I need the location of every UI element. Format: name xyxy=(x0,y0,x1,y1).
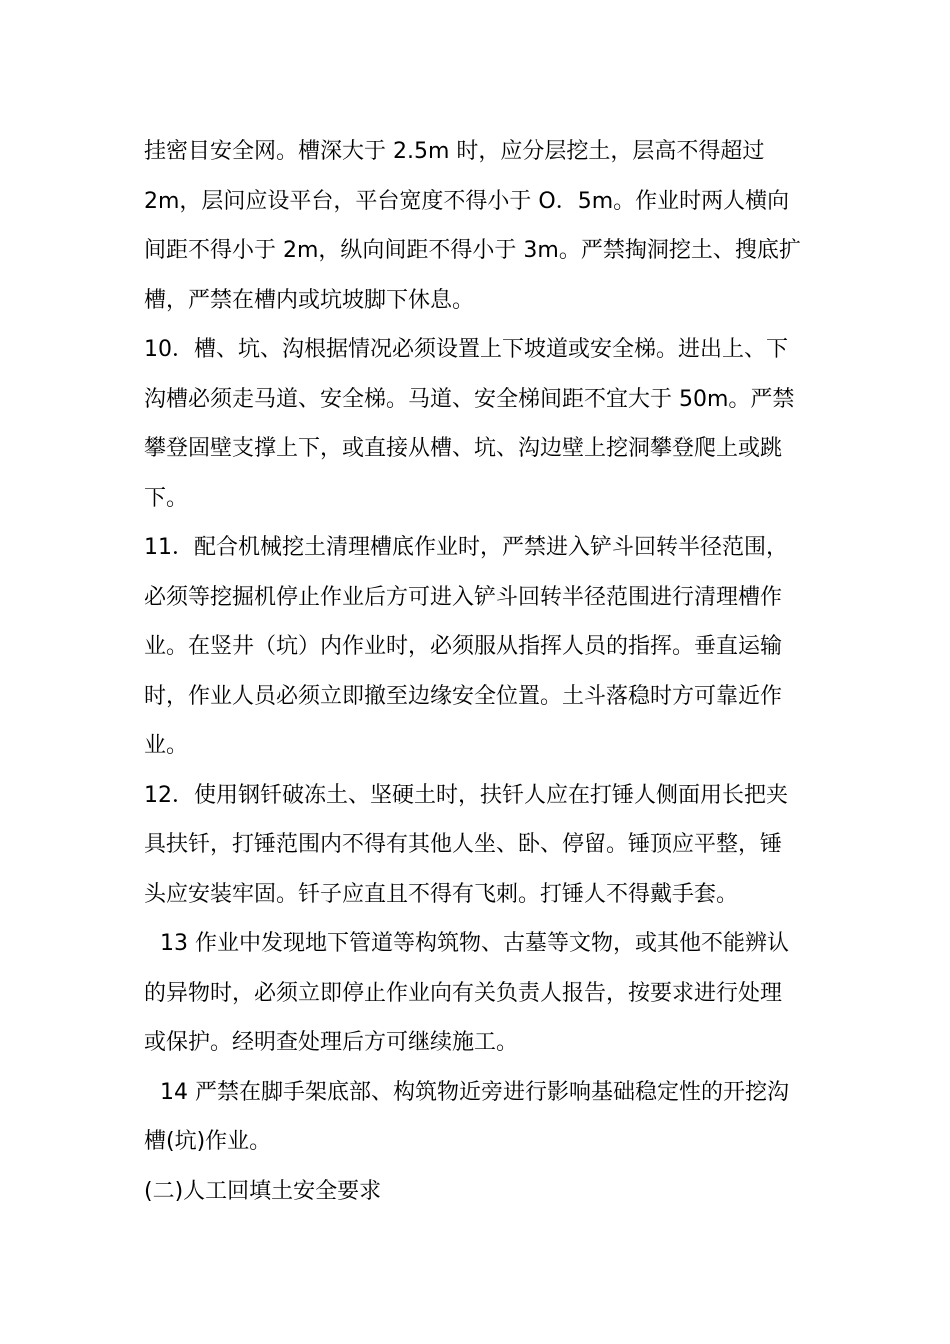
text-line: 挂密目安全网。槽深大于 2.5m 时，应分层挖土，层高不得超过 xyxy=(144,139,765,164)
text-line: 的异物时，必须立即停止作业向有关负责人报告，按要求进行处理 xyxy=(144,980,783,1006)
text-line: 10．槽、坑、沟根据情况必须设置上下坡道或安全梯。进出上、下 xyxy=(144,337,788,362)
text-line: 必须等挖掘机停止作业后方可进入铲斗回转半径范围进行清理槽作 xyxy=(144,584,783,610)
text-line: 业。 xyxy=(144,733,189,758)
paragraph-item-11 xyxy=(144,523,812,771)
paragraph-item-13 xyxy=(144,919,812,1068)
paragraph-item-10 xyxy=(144,325,812,523)
section-heading xyxy=(144,1167,812,1217)
text-line: 或保护。经明查处理后方可继续施工。 xyxy=(144,1030,519,1055)
text-line: 具扶钎，打锤范围内不得有其他人坐、卧、停留。锤顶应平整，锤 xyxy=(144,832,783,857)
text-line: 攀登固壁支撑上下，或直接从槽、坑、沟边壁上挖洞攀登爬上或跳 xyxy=(144,436,783,461)
document-body xyxy=(144,127,812,1216)
text-line: 沟槽必须走马道、安全梯。马道、安全梯间距不宜大于 50m。严禁 xyxy=(144,386,795,412)
text-line: 11．配合机械挖土清理槽底作业时，严禁进入铲斗回转半径范围， xyxy=(144,535,788,560)
text-line: 12．使用钢钎破冻土、坚硬土时，扶钎人应在打锤人侧面用长把夹 xyxy=(144,782,788,808)
heading-text: (二)人工回填土安全要求 xyxy=(144,1178,382,1204)
text-line: 槽，严禁在槽内或坑坡脚下休息。 xyxy=(144,287,475,313)
paragraph-item-12 xyxy=(144,771,812,920)
text-line: 槽(坑)作业。 xyxy=(144,1129,272,1154)
paragraph-item-14 xyxy=(144,1068,812,1167)
text-line: 间距不得小于 2m，纵向间距不得小于 3m。严禁掏洞挖土、搜底扩 xyxy=(144,238,801,263)
text-line: 13 作业中发现地下管道等构筑物、古墓等文物，或其他不能辨认 xyxy=(160,931,789,956)
text-line: 业。在竖井（坑）内作业时，必须服从指挥人员的指挥。垂直运输 xyxy=(144,634,783,659)
text-line: 下。 xyxy=(144,485,189,511)
text-line: 2m，层问应设平台，平台宽度不得小于 O．5m。作业时两人横向 xyxy=(144,188,790,214)
paragraph-continued xyxy=(144,127,812,325)
text-line: 14 严禁在脚手架底部、构筑物近旁进行影响基础稳定性的开挖沟 xyxy=(160,1079,789,1105)
text-line: 头应安装牢固。钎子应直且不得有飞刺。打锤人不得戴手套。 xyxy=(144,881,739,907)
text-line: 时，作业人员必须立即撤至边缘安全位置。土斗落稳时方可靠近作 xyxy=(144,683,783,709)
